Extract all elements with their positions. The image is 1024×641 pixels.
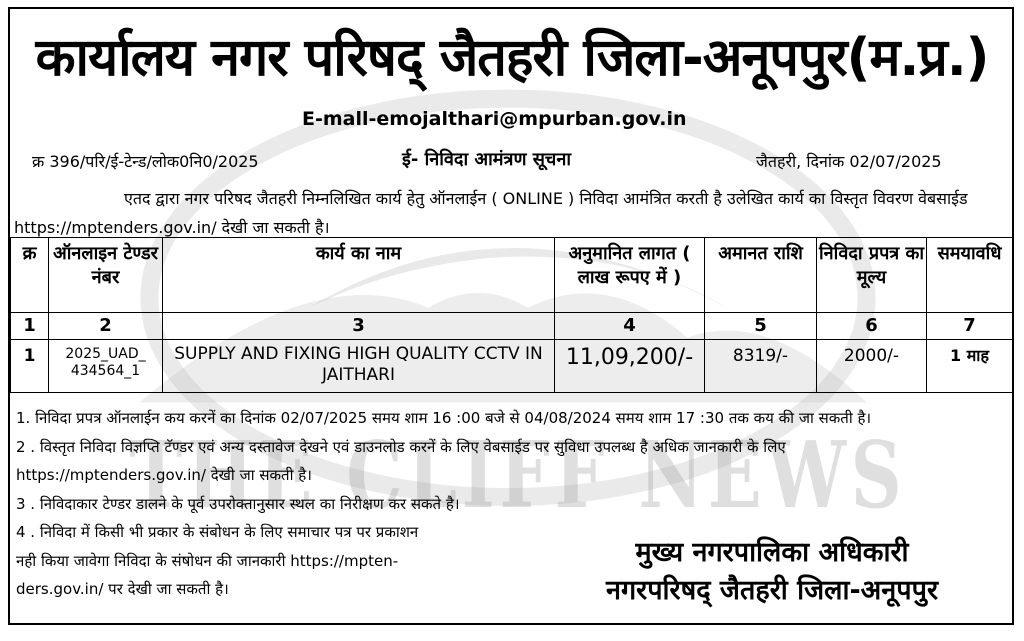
column-header: समयावधि xyxy=(927,238,1013,313)
note-1: 1. निविदा प्रपत्र ऑनलाईन कय करनें का दिनांक 02/07/2025 समय शाम 16 :00 बजे से 04/08/2024 समय शाम 17 :30 तक कय की जा सकती है। xyxy=(16,409,872,427)
signature-block xyxy=(558,534,986,610)
table-header-row xyxy=(11,238,1013,313)
contact-email: E-mall-emojalthari@mpurban.gov.in xyxy=(302,108,687,130)
column-header: कार्य का नाम xyxy=(163,238,555,313)
column-number: 5 xyxy=(705,313,817,340)
serial-number: 1 xyxy=(11,340,49,393)
signatory-designation: मुख्य नगरपालिका अधिकारी xyxy=(635,537,909,568)
note-3: 3 . निविदाकार टेण्डर डालने के पूर्व उपरोक्तानुसार स्थल का निरीक्षण कर सकते है। xyxy=(16,494,460,513)
form-fee: 2000/- xyxy=(817,340,927,393)
column-number-row xyxy=(11,313,1013,340)
place-date: जैतहरी, दिनांक 02/07/2025 xyxy=(756,152,942,171)
note-2-continued: https://mptenders.gov.in/ देखी जा सकती है। xyxy=(16,466,312,484)
tender-notice xyxy=(8,7,1014,625)
column-number: 4 xyxy=(555,313,705,340)
note-2: 2 . विस्तृत निविदा विज्ञप्ति टॅण्डर एवं अन्य दस्तावेज देखने एवं डाउनलोड करनें के लिए वेबसाईड पर सुविधा उपलब्ध है अधिक जानकारी के लिए xyxy=(16,437,786,456)
office-title: कार्यालय नगर परिषद् जैतहरी जिला-अनूपपुर(म.प्र.) xyxy=(35,28,989,88)
watermark-text: THE CLIFF NEWS xyxy=(129,421,907,530)
duration: 1 माह xyxy=(927,340,1013,393)
work-name: SUPPLY AND FIXING HIGH QUALITY CCTV IN JAITHARI xyxy=(163,340,555,393)
reference-number: क्र 396/परि/ई-टेन्ड/लोक0नि0/2025 xyxy=(32,152,259,171)
notice-title: ई- निविदा आमंत्रण सूचना xyxy=(402,149,572,170)
column-header: निविदा प्रपत्र का मूल्य xyxy=(817,238,927,313)
signatory-office: नगरपरिषद् जैतहरी जिला-अनूपपुर xyxy=(605,575,938,606)
column-number: 3 xyxy=(163,313,555,340)
tender-table xyxy=(10,237,1013,393)
estimated-cost: 11,09,200/- xyxy=(555,340,705,393)
earnest-money: 8319/- xyxy=(705,340,817,393)
column-header: क्र xyxy=(11,238,49,313)
column-number: 7 xyxy=(927,313,1013,340)
table-row xyxy=(11,340,1013,393)
note-4: 4 . निविदा में किसी भी प्रकार के संबोधन के लिए समाचार पत्र पर प्रकाशन xyxy=(16,523,419,541)
note-4-continued: नही किया जावेगा निविदा के संषोधन की जानकारी https://mpten- xyxy=(16,551,399,570)
column-header: ऑनलाइन टेण्डर नंबर xyxy=(49,238,163,313)
intro-paragraph: एतद द्वारा नगर परिषद जैतहरी निम्नलिखित कार्य हेतु ऑनलाईन ( ONLINE ) निविदा आमंत्रित करती है उलेखित कार्य का विस्तृत विवरण वेबसाईड https://mptenders.gov.in/ देखी जा सकती है। xyxy=(14,189,968,237)
note-4-end: ders.gov.in/ पर देखी जा सकती है। xyxy=(16,580,229,598)
tender-number: 2025_UAD_ 434564_1 xyxy=(49,340,163,393)
column-number: 2 xyxy=(49,313,163,340)
column-header: अमानत राशि xyxy=(705,238,817,313)
column-number: 6 xyxy=(817,313,927,340)
column-header: अनुमानित लागत ( लाख रूपए में ) xyxy=(555,238,705,313)
column-number: 1 xyxy=(11,313,49,340)
